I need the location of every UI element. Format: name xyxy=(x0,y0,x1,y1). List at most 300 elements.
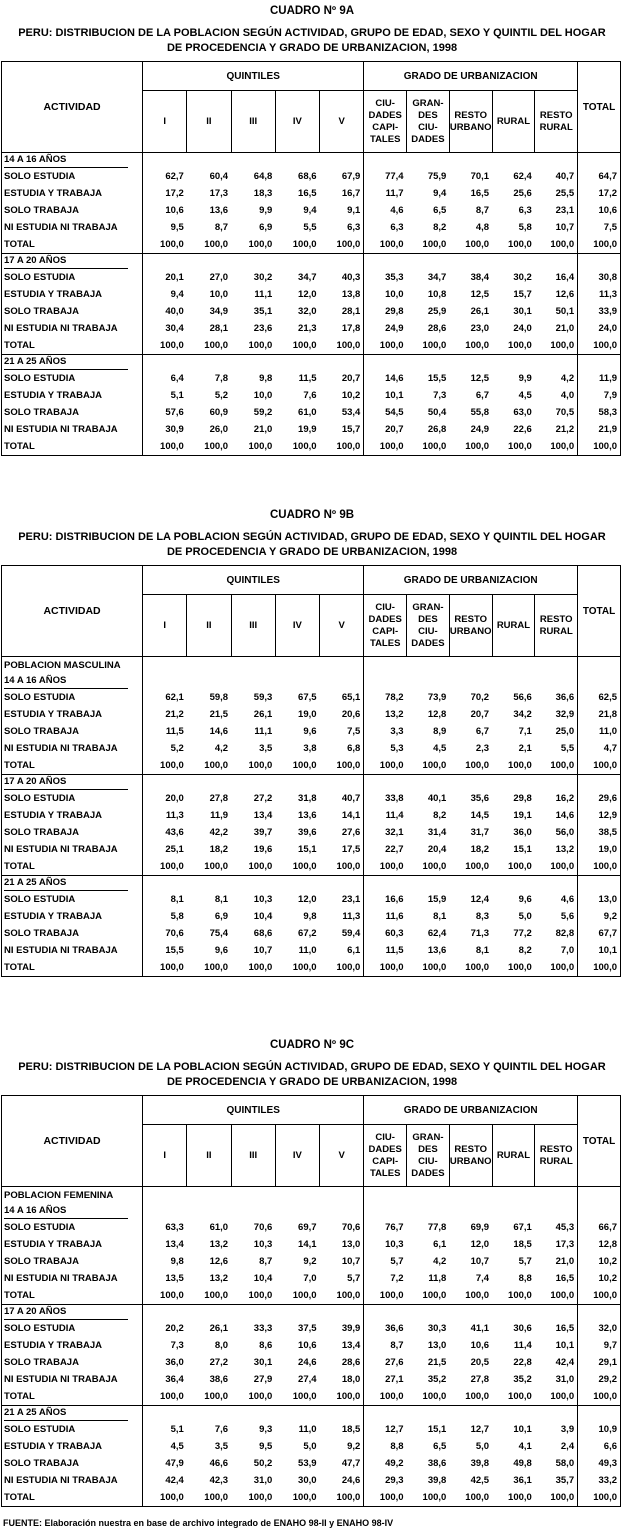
table-cell: 100,0 xyxy=(160,861,184,872)
table-cell: 31,4 xyxy=(427,827,447,838)
row-label: NI ESTUDIA NI TRABAJA xyxy=(2,421,143,438)
table-cell: 5,2 xyxy=(214,390,229,401)
row-label: SOLO TRABAJA xyxy=(2,404,143,421)
table-cell: 100,0 xyxy=(160,1391,184,1402)
table-cell: 59,2 xyxy=(253,407,273,418)
table-cell: 21,0 xyxy=(535,1253,578,1270)
table-cell: 24,9 xyxy=(470,424,490,435)
table-cell: 9,5 xyxy=(259,1441,273,1452)
table-cell: 100,0 xyxy=(379,1492,404,1503)
row-label: SOLO ESTUDIA xyxy=(2,689,143,706)
table-cell: 100,0 xyxy=(422,962,447,973)
table-cell: 6,4 xyxy=(170,373,184,384)
table-cell: 10,3 xyxy=(253,1239,273,1250)
table-cell: 100,0 xyxy=(248,962,273,973)
table-cell: 11,1 xyxy=(254,289,273,300)
column-header-urbanizacion: RESTO URBANO xyxy=(449,91,492,153)
table-cell: 5,3 xyxy=(390,743,404,754)
table-row xyxy=(2,807,621,824)
table-cell: 54,5 xyxy=(385,407,404,418)
table-cell: 29,2 xyxy=(598,1374,617,1385)
table-cell: 45,3 xyxy=(535,1219,578,1236)
table-cell: 30,2 xyxy=(513,272,532,283)
row-label: ESTUDIA Y TRABAJA xyxy=(2,807,143,824)
age-group-row xyxy=(2,775,621,791)
table-cell: 13,2 xyxy=(209,1239,229,1250)
table-cell: 8,2 xyxy=(433,810,447,821)
table-cell: 100,0 xyxy=(422,861,447,872)
table-cell: 100,0 xyxy=(320,438,364,456)
table-cell: 5,8 xyxy=(518,222,532,233)
table-cell: 14,6 xyxy=(385,373,404,384)
table-cell: 70,6 xyxy=(165,928,184,939)
table-cell: 49,8 xyxy=(513,1458,532,1469)
table-cell xyxy=(578,674,621,689)
row-label: SOLO ESTUDIA xyxy=(2,168,143,185)
table-cell: 71,3 xyxy=(470,928,490,939)
table-cell: 42,5 xyxy=(470,1475,490,1486)
table-cell xyxy=(578,1406,621,1422)
table-cell: 12,5 xyxy=(470,373,490,384)
table-cell: 20,0 xyxy=(165,793,184,804)
table-cell: 21,5 xyxy=(427,1357,447,1368)
row-label: TOTAL xyxy=(2,236,143,254)
table-cell xyxy=(364,1305,407,1321)
table-cell xyxy=(492,775,535,791)
table-cell: 18,5 xyxy=(320,1421,364,1438)
table-cell xyxy=(449,876,492,892)
table-cell xyxy=(364,1204,407,1219)
table-cell: 53,9 xyxy=(298,1458,317,1469)
row-label: SOLO TRABAJA xyxy=(2,925,143,942)
table-cell: 62,1 xyxy=(165,692,184,703)
table-cell: 19,0 xyxy=(298,709,317,720)
table-cell: 3,5 xyxy=(214,1441,229,1452)
table-cell: 12,8 xyxy=(427,709,447,720)
table-row xyxy=(2,1472,621,1489)
table-cell: 35,1 xyxy=(253,306,273,317)
table-cell: 100,0 xyxy=(465,1492,490,1503)
age-group-label xyxy=(2,254,143,270)
table-cell: 8,0 xyxy=(214,1340,229,1351)
table-cell: 65,1 xyxy=(320,689,364,706)
table-cell: 100,0 xyxy=(508,441,532,452)
table-cell: 100,0 xyxy=(248,1492,273,1503)
table-cell: 27,2 xyxy=(253,793,273,804)
table-row xyxy=(2,219,621,236)
row-label: SOLO TRABAJA xyxy=(2,303,143,320)
table-cell: 70,1 xyxy=(470,171,490,182)
column-header-quintil: V xyxy=(320,1125,364,1187)
table-cell xyxy=(275,674,319,689)
table-cell xyxy=(364,674,407,689)
table-cell: 77,8 xyxy=(427,1222,447,1233)
table-cell: 61,0 xyxy=(209,1222,229,1233)
table-cell: 31,0 xyxy=(535,1371,578,1388)
table-cell: 15,1 xyxy=(427,1424,447,1435)
table-cell: 40,0 xyxy=(165,306,184,317)
column-header-quintil: IV xyxy=(275,1125,319,1187)
table-cell: 36,1 xyxy=(513,1475,532,1486)
table-cell: 16,4 xyxy=(535,269,578,286)
table-cell: 16,5 xyxy=(470,188,490,199)
table-cell: 14,1 xyxy=(320,807,364,824)
table-cell: 100,0 xyxy=(204,1391,229,1402)
table-cell: 100,0 xyxy=(422,1492,447,1503)
table-cell: 100,0 xyxy=(535,337,578,355)
table-cell: 38,4 xyxy=(470,272,490,283)
table-cell: 9,5 xyxy=(170,222,184,233)
row-label: ESTUDIA Y TRABAJA xyxy=(2,908,143,925)
table-cell: 2,4 xyxy=(535,1438,578,1455)
row-label: NI ESTUDIA NI TRABAJA xyxy=(2,841,143,858)
table-cell: 7,5 xyxy=(320,723,364,740)
row-label: SOLO ESTUDIA xyxy=(2,891,143,908)
table-cell xyxy=(535,254,578,270)
table-cell: 100,0 xyxy=(204,340,229,351)
table-cell xyxy=(535,1187,578,1205)
table-cell: 46,6 xyxy=(209,1458,229,1469)
column-header-quintil: III xyxy=(231,595,275,657)
table-cell: 10,7 xyxy=(253,945,273,956)
table-cell: 6,5 xyxy=(433,1441,447,1452)
column-header-actividad: ACTIVIDAD xyxy=(2,62,143,153)
age-group-label xyxy=(2,674,143,689)
table-row xyxy=(2,723,621,740)
age-group-row xyxy=(2,1204,621,1219)
table-cell xyxy=(231,876,275,892)
table-cell xyxy=(187,1305,231,1321)
table-cell: 10,7 xyxy=(470,1256,490,1267)
table-cell xyxy=(578,153,621,169)
table-cell: 60,9 xyxy=(209,407,229,418)
table-cell: 73,9 xyxy=(427,692,447,703)
table-cell xyxy=(449,775,492,791)
table-cell xyxy=(492,876,535,892)
table-cell: 100,0 xyxy=(292,760,317,771)
table-cell: 16,5 xyxy=(535,1270,578,1287)
table-cell: 6,6 xyxy=(603,1441,617,1452)
table-cell xyxy=(187,657,231,675)
column-header-urbanizacion: CIU-DADES CAPI-TALES xyxy=(364,91,407,153)
table-cell: 77,4 xyxy=(385,171,404,182)
table-cell xyxy=(492,674,535,689)
table-cell: 13,0 xyxy=(598,894,617,905)
column-header-quintil: V xyxy=(320,595,364,657)
table-cell: 5,2 xyxy=(170,743,184,754)
cuadro-9b xyxy=(0,508,624,560)
table-cell: 8,7 xyxy=(259,1256,273,1267)
table-cell: 34,2 xyxy=(513,709,532,720)
table-cell: 10,1 xyxy=(535,1337,578,1354)
table-cell: 5,7 xyxy=(518,1256,532,1267)
table-cell: 4,5 xyxy=(433,743,447,754)
table-cell: 27,6 xyxy=(385,1357,404,1368)
table-cell: 100,0 xyxy=(320,1287,364,1305)
table-cell: 62,5 xyxy=(598,692,617,703)
table-row xyxy=(2,908,621,925)
table-cell: 9,6 xyxy=(214,945,229,956)
table-cell: 24,0 xyxy=(513,323,532,334)
column-header-urbanizacion: RESTO RURAL xyxy=(535,595,578,657)
table-row xyxy=(2,790,621,807)
table-cell: 18,2 xyxy=(209,844,229,855)
table-row xyxy=(2,841,621,858)
table-row xyxy=(2,236,621,254)
table-cell xyxy=(143,1305,187,1321)
table-cell: 6,9 xyxy=(214,911,229,922)
column-group-quintiles: QUINTILES xyxy=(143,566,364,595)
age-group-text: 14 A 16 AÑOS xyxy=(4,153,128,168)
table-cell: 4,2 xyxy=(535,370,578,387)
age-group-row xyxy=(2,153,621,169)
table-cell: 100,0 xyxy=(379,962,404,973)
table-cell: 10,2 xyxy=(598,1256,617,1267)
table-cell xyxy=(320,355,364,371)
age-group-label xyxy=(2,1406,143,1422)
table-cell: 100,0 xyxy=(204,239,229,250)
population-label: POBLACION FEMENINA xyxy=(2,1187,143,1205)
table-row xyxy=(2,858,621,876)
table-cell xyxy=(364,153,407,169)
table-cell: 4,8 xyxy=(475,222,490,233)
table-row xyxy=(2,286,621,303)
table-cell: 16,6 xyxy=(385,894,404,905)
table-cell: 5,1 xyxy=(170,1424,184,1435)
table-cell: 57,6 xyxy=(165,407,184,418)
table-row xyxy=(2,1438,621,1455)
table-cell: 10,1 xyxy=(598,945,617,956)
table-cell: 22,8 xyxy=(513,1357,532,1368)
table-cell: 100,0 xyxy=(465,1290,490,1301)
table-cell: 100,0 xyxy=(422,441,447,452)
table-cell: 24,6 xyxy=(298,1357,317,1368)
table-cell: 39,8 xyxy=(427,1475,447,1486)
table-row xyxy=(2,925,621,942)
table-cell xyxy=(143,1204,187,1219)
table-cell: 13,2 xyxy=(209,1273,229,1284)
table-cell: 100,0 xyxy=(593,962,617,973)
row-label: SOLO TRABAJA xyxy=(2,1354,143,1371)
table-cell: 100,0 xyxy=(204,760,229,771)
table-cell: 3,3 xyxy=(390,726,404,737)
table-cell xyxy=(492,355,535,371)
table-cell: 3,5 xyxy=(259,743,273,754)
table-cell: 7,5 xyxy=(603,222,617,233)
table-cell: 28,1 xyxy=(209,323,229,334)
table-cell: 5,0 xyxy=(303,1441,317,1452)
table-cell: 100,0 xyxy=(593,1290,617,1301)
table-cell xyxy=(407,153,450,169)
table-cell xyxy=(143,775,187,791)
table-cell: 100,0 xyxy=(160,441,184,452)
table-cell: 100,0 xyxy=(535,438,578,456)
table-cell: 64,7 xyxy=(598,171,617,182)
table-cell: 29,8 xyxy=(513,793,532,804)
table-cell xyxy=(187,1204,231,1219)
table-cell: 15,7 xyxy=(320,421,364,438)
table-cell: 77,2 xyxy=(513,928,532,939)
table-cell: 14,1 xyxy=(298,1239,317,1250)
table-cell: 62,4 xyxy=(427,928,447,939)
table-cell: 70,5 xyxy=(535,404,578,421)
table-cell xyxy=(449,153,492,169)
table-cell: 100,0 xyxy=(508,760,532,771)
age-group-label xyxy=(2,876,143,892)
table-cell xyxy=(231,1406,275,1422)
table-cell: 49,3 xyxy=(598,1458,617,1469)
table-row xyxy=(2,438,621,456)
column-header-quintil: III xyxy=(231,1125,275,1187)
table-cell xyxy=(407,674,450,689)
table-cell: 39,8 xyxy=(470,1458,490,1469)
table-cell: 21,0 xyxy=(535,320,578,337)
table-cell: 10,3 xyxy=(253,894,273,905)
age-group-text: 21 A 25 AÑOS xyxy=(4,1406,128,1421)
table-cell: 21,3 xyxy=(298,323,317,334)
table-cell: 100,0 xyxy=(292,861,317,872)
table-cell: 100,0 xyxy=(379,1391,404,1402)
column-group-grado-urbanizacion: GRADO DE URBANIZACION xyxy=(364,566,578,595)
row-label: TOTAL xyxy=(2,858,143,876)
table-cell: 100,0 xyxy=(292,239,317,250)
table-cell xyxy=(364,1406,407,1422)
row-label: SOLO TRABAJA xyxy=(2,723,143,740)
column-header-total: TOTAL xyxy=(578,566,621,657)
table-cell: 30,2 xyxy=(253,272,273,283)
table-cell xyxy=(143,1187,187,1205)
table-cell: 14,6 xyxy=(209,726,229,737)
row-label: ESTUDIA Y TRABAJA xyxy=(2,1236,143,1253)
table-cell xyxy=(143,876,187,892)
table-cell: 37,5 xyxy=(298,1323,317,1334)
table-cell: 12,0 xyxy=(298,894,317,905)
column-group-grado-urbanizacion: GRADO DE URBANIZACION xyxy=(364,62,578,91)
table-cell xyxy=(407,254,450,270)
table-cell: 12,6 xyxy=(535,286,578,303)
data-table-9c xyxy=(1,1095,621,1507)
table-cell: 100,0 xyxy=(292,962,317,973)
table-cell xyxy=(407,1204,450,1219)
table-cell: 11,5 xyxy=(385,945,404,956)
table-cell: 31,8 xyxy=(298,793,317,804)
column-header-urbanizacion: CIU-DADES CAPI-TALES xyxy=(364,595,407,657)
source-note: FUENTE: Elaboración nuestra en base de archivo integrado de ENAHO 98-II y ENAHO 98-IV xyxy=(3,1518,394,1528)
table-row xyxy=(2,689,621,706)
table-cell: 18,2 xyxy=(470,844,490,855)
table-cell xyxy=(407,876,450,892)
table-cell: 6,7 xyxy=(475,726,490,737)
table-cell: 7,1 xyxy=(518,726,532,737)
table-subtitle-line-1: PERU: DISTRIBUCION DE LA POBLACION SEGÚN ACTIVIDAD, GRUPO DE EDAD, SEXO Y QUINTIL DEL HOGAR xyxy=(18,27,606,39)
table-cell: 10,0 xyxy=(385,289,404,300)
table-cell xyxy=(407,355,450,371)
row-label: SOLO ESTUDIA xyxy=(2,790,143,807)
column-header-quintil: II xyxy=(187,595,231,657)
table-row xyxy=(2,942,621,959)
table-cell: 100,0 xyxy=(535,1388,578,1406)
table-cell: 100,0 xyxy=(593,441,617,452)
table-cell xyxy=(578,355,621,371)
column-header-quintil: I xyxy=(143,91,187,153)
table-cell: 16,5 xyxy=(535,1320,578,1337)
table-cell xyxy=(449,657,492,675)
row-label: TOTAL xyxy=(2,438,143,456)
table-cell: 20,5 xyxy=(470,1357,490,1368)
table-cell: 100,0 xyxy=(508,340,532,351)
table-cell xyxy=(275,1406,319,1422)
table-cell: 7,6 xyxy=(303,390,317,401)
age-group-row xyxy=(2,876,621,892)
table-cell: 9,1 xyxy=(320,202,364,219)
table-cell: 62,4 xyxy=(513,171,532,182)
table-cell xyxy=(275,876,319,892)
table-cell xyxy=(320,1204,364,1219)
age-group-text: 17 A 20 AÑOS xyxy=(4,775,128,790)
row-label: TOTAL xyxy=(2,959,143,977)
column-header-total: TOTAL xyxy=(578,62,621,153)
table-cell: 12,4 xyxy=(470,894,490,905)
table-cell xyxy=(320,657,364,675)
table-title: CUADRO Nº 9B xyxy=(269,509,355,521)
table-cell: 70,6 xyxy=(320,1219,364,1236)
table-cell: 4,2 xyxy=(214,743,229,754)
table-cell: 47,9 xyxy=(165,1458,184,1469)
table-cell: 5,7 xyxy=(320,1270,364,1287)
table-row xyxy=(2,1337,621,1354)
row-label: SOLO ESTUDIA xyxy=(2,1320,143,1337)
column-header-urbanizacion: CIU-DADES CAPI-TALES xyxy=(364,1125,407,1187)
table-cell: 5,0 xyxy=(518,911,532,922)
table-cell: 31,7 xyxy=(470,827,490,838)
table-cell: 100,0 xyxy=(160,340,184,351)
table-cell xyxy=(187,355,231,371)
table-cell xyxy=(535,1406,578,1422)
table-cell xyxy=(231,1204,275,1219)
table-cell: 40,7 xyxy=(535,168,578,185)
table-cell: 2,3 xyxy=(475,743,490,754)
column-header-urbanizacion: GRAN-DES CIU-DADES xyxy=(407,91,450,153)
column-header-urbanizacion: GRAN-DES CIU-DADES xyxy=(407,1125,450,1187)
row-label: TOTAL xyxy=(2,1388,143,1406)
table-cell: 4,1 xyxy=(518,1441,532,1452)
table-row xyxy=(2,185,621,202)
table-cell: 11,4 xyxy=(385,810,404,821)
table-cell: 6,3 xyxy=(320,219,364,236)
row-label: NI ESTUDIA NI TRABAJA xyxy=(2,942,143,959)
table-cell: 7,2 xyxy=(390,1273,404,1284)
table-cell: 40,1 xyxy=(427,793,447,804)
table-cell: 11,8 xyxy=(428,1273,447,1284)
table-cell: 3,9 xyxy=(535,1421,578,1438)
table-cell: 42,4 xyxy=(535,1354,578,1371)
table-cell: 5,5 xyxy=(535,740,578,757)
table-cell: 30,1 xyxy=(253,1357,273,1368)
table-cell: 16,5 xyxy=(298,188,317,199)
table-cell: 20,4 xyxy=(427,844,447,855)
table-cell: 56,6 xyxy=(513,692,532,703)
row-label: SOLO ESTUDIA xyxy=(2,269,143,286)
table-cell: 100,0 xyxy=(160,1290,184,1301)
table-cell: 5,5 xyxy=(303,222,317,233)
table-cell xyxy=(275,657,319,675)
table-cell: 100,0 xyxy=(535,959,578,977)
table-subtitle-line-2: DE PROCEDENCIA Y GRADO DE URBANIZACION, 1998 xyxy=(166,1076,458,1088)
table-cell xyxy=(449,1204,492,1219)
table-cell xyxy=(320,876,364,892)
table-cell: 11,3 xyxy=(320,908,364,925)
column-header-urbanizacion: RURAL xyxy=(492,595,535,657)
